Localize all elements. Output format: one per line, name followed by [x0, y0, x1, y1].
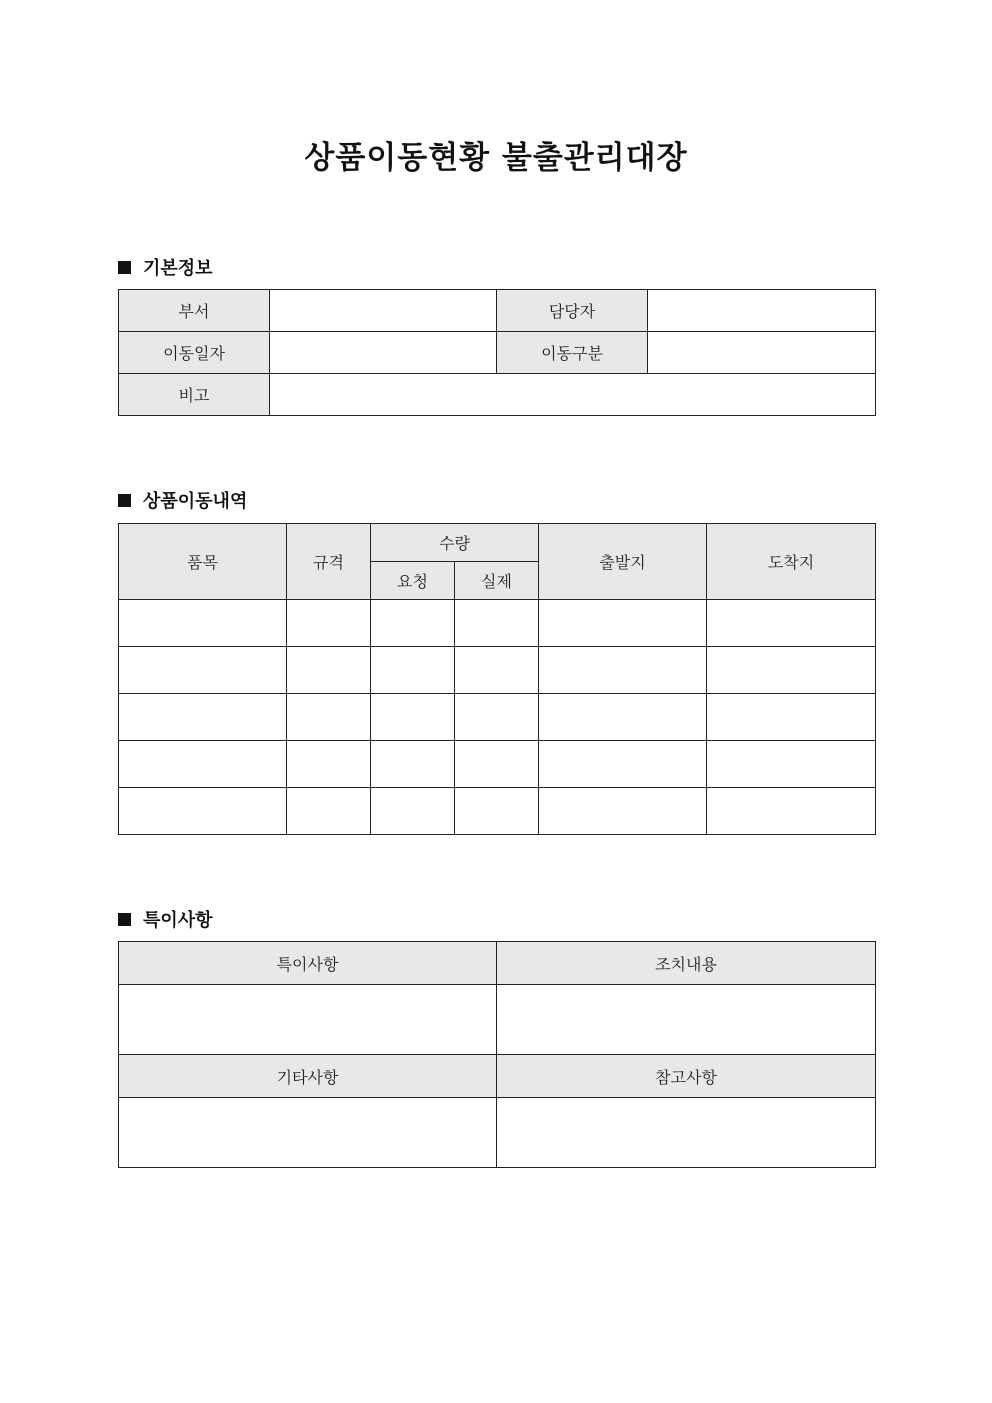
notes-table	[118, 941, 876, 1168]
remarks-field[interactable]	[270, 374, 876, 416]
section-notes-label: 특이사항	[143, 910, 213, 931]
table-row	[119, 647, 876, 694]
table-cell[interactable]	[371, 647, 455, 694]
col-spec-header: 규격	[287, 524, 371, 600]
manager-label: 담당자	[497, 290, 648, 332]
square-bullet-icon	[118, 494, 131, 507]
actions-header: 조치내용	[497, 942, 876, 985]
table-cell[interactable]	[707, 694, 876, 741]
col-actual-header: 실제	[455, 562, 539, 600]
special-notes-header: 특이사항	[119, 942, 497, 985]
table-cell[interactable]	[539, 600, 707, 647]
references-field[interactable]	[497, 1098, 876, 1168]
remarks-label: 비고	[119, 374, 270, 416]
table-cell[interactable]	[119, 694, 287, 741]
col-quantity-header: 수량	[371, 524, 539, 562]
table-cell[interactable]	[287, 600, 371, 647]
basic-info-table	[118, 289, 876, 416]
table-cell[interactable]	[707, 647, 876, 694]
section-movement-heading	[118, 487, 247, 513]
col-destination-header: 도착지	[707, 524, 876, 600]
department-label: 부서	[119, 290, 270, 332]
references-header: 참고사항	[497, 1055, 876, 1098]
table-cell[interactable]	[371, 600, 455, 647]
table-cell[interactable]	[371, 788, 455, 835]
table-row	[119, 788, 876, 835]
page-title: 상품이동현황 불출관리대장	[304, 140, 688, 176]
table-cell[interactable]	[539, 788, 707, 835]
square-bullet-icon	[118, 913, 131, 926]
table-cell[interactable]	[119, 788, 287, 835]
table-cell[interactable]	[119, 741, 287, 788]
square-bullet-icon	[118, 261, 131, 274]
movement-table	[118, 523, 876, 835]
table-row	[119, 600, 876, 647]
move-date-label: 이동일자	[119, 332, 270, 374]
table-cell[interactable]	[287, 647, 371, 694]
table-cell[interactable]	[539, 741, 707, 788]
department-field[interactable]	[270, 290, 497, 332]
table-cell[interactable]	[455, 600, 539, 647]
other-notes-field[interactable]	[119, 1098, 497, 1168]
special-notes-field[interactable]	[119, 985, 497, 1055]
section-basic-info-heading	[118, 254, 213, 280]
table-cell[interactable]	[371, 741, 455, 788]
table-cell[interactable]	[707, 600, 876, 647]
table-cell[interactable]	[539, 647, 707, 694]
section-notes-heading	[118, 906, 213, 932]
table-row	[119, 741, 876, 788]
col-item-header: 품목	[119, 524, 287, 600]
section-movement-label: 상품이동내역	[143, 491, 248, 512]
move-date-field[interactable]	[270, 332, 497, 374]
col-requested-header: 요청	[371, 562, 455, 600]
move-type-label: 이동구분	[497, 332, 648, 374]
table-cell[interactable]	[455, 788, 539, 835]
table-row	[119, 694, 876, 741]
table-cell[interactable]	[287, 788, 371, 835]
table-cell[interactable]	[539, 694, 707, 741]
table-cell[interactable]	[371, 694, 455, 741]
section-basic-info-label: 기본정보	[143, 258, 213, 279]
table-cell[interactable]	[455, 647, 539, 694]
table-cell[interactable]	[455, 741, 539, 788]
move-type-field[interactable]	[648, 332, 876, 374]
actions-field[interactable]	[497, 985, 876, 1055]
table-cell[interactable]	[119, 600, 287, 647]
table-cell[interactable]	[455, 694, 539, 741]
table-cell[interactable]	[707, 741, 876, 788]
table-cell[interactable]	[287, 741, 371, 788]
manager-field[interactable]	[648, 290, 876, 332]
table-cell[interactable]	[707, 788, 876, 835]
table-cell[interactable]	[287, 694, 371, 741]
table-cell[interactable]	[119, 647, 287, 694]
col-origin-header: 출발지	[539, 524, 707, 600]
other-notes-header: 기타사항	[119, 1055, 497, 1098]
